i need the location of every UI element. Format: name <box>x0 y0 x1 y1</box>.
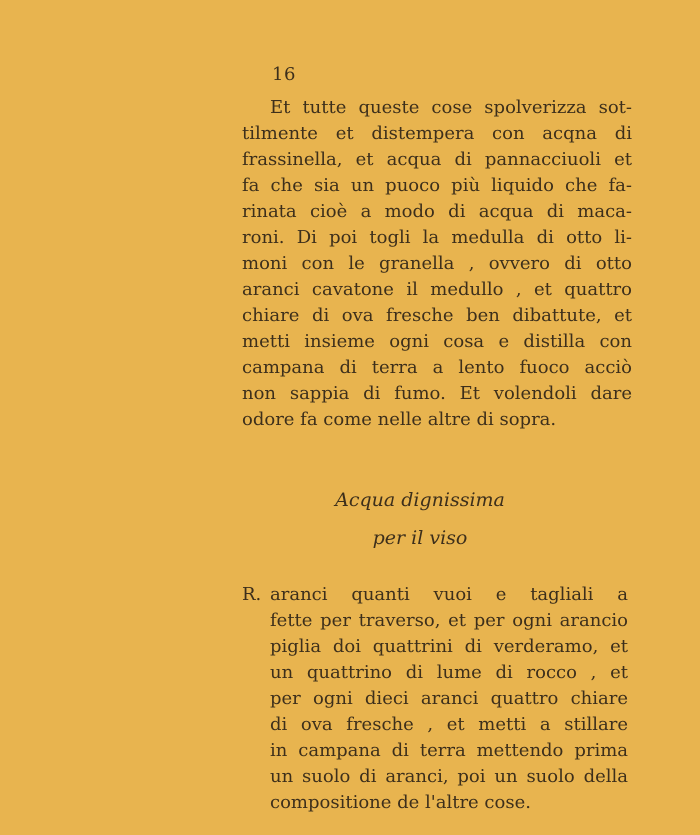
text-line: in campana di terra mettendo prima <box>270 740 628 761</box>
recipe-mark: R. <box>242 584 262 605</box>
text-line: non sappia di fumo. Et volendoli dare <box>242 383 632 404</box>
text-line: fa che sia un puoco più liquido che fa- <box>242 175 632 196</box>
text-line: odore fa come nelle altre di sopra. <box>242 409 557 430</box>
text-line: campana di terra a lento fuoco acciò <box>242 357 632 378</box>
text-line: metti insieme ogni cosa e distilla con <box>242 331 632 352</box>
text-line: rinata cioè a modo di acqua di maca- <box>242 201 632 222</box>
page-number: 16 <box>272 64 296 85</box>
text-line: aranci quanti vuoi e tagliali a <box>270 584 628 605</box>
text-line: moni con le granella , ovvero di otto <box>242 253 632 274</box>
text-line: aranci cavatone il medullo , et quattro <box>242 279 632 300</box>
text-line: fette per traverso, et per ogni arancio <box>270 610 628 631</box>
text-line: roni. Di poi togli la medulla di otto li- <box>242 227 632 248</box>
text-line: chiare di ova fresche ben dibattute, et <box>242 305 632 326</box>
text-line: Et tutte queste cose spolverizza sot- <box>270 97 632 118</box>
section-heading-line-2: per il viso <box>372 527 468 549</box>
text-line: un quattrino di lume di rocco , et <box>270 662 628 683</box>
section-heading-line-1: Acqua dignissima <box>335 489 505 511</box>
text-line: un suolo di aranci, poi un suolo della <box>270 766 628 787</box>
text-line: piglia doi quattrini di verderamo, et <box>270 636 628 657</box>
text-line: tilmente et distempera con acqna di <box>242 123 632 144</box>
text-line: compositione de l'altre cose. <box>270 792 531 813</box>
text-line: di ova fresche , et metti a stillare <box>270 714 628 735</box>
text-line: per ogni dieci aranci quattro chiare <box>270 688 628 709</box>
text-line: frassinella, et acqua di pannacciuoli et <box>242 149 632 170</box>
